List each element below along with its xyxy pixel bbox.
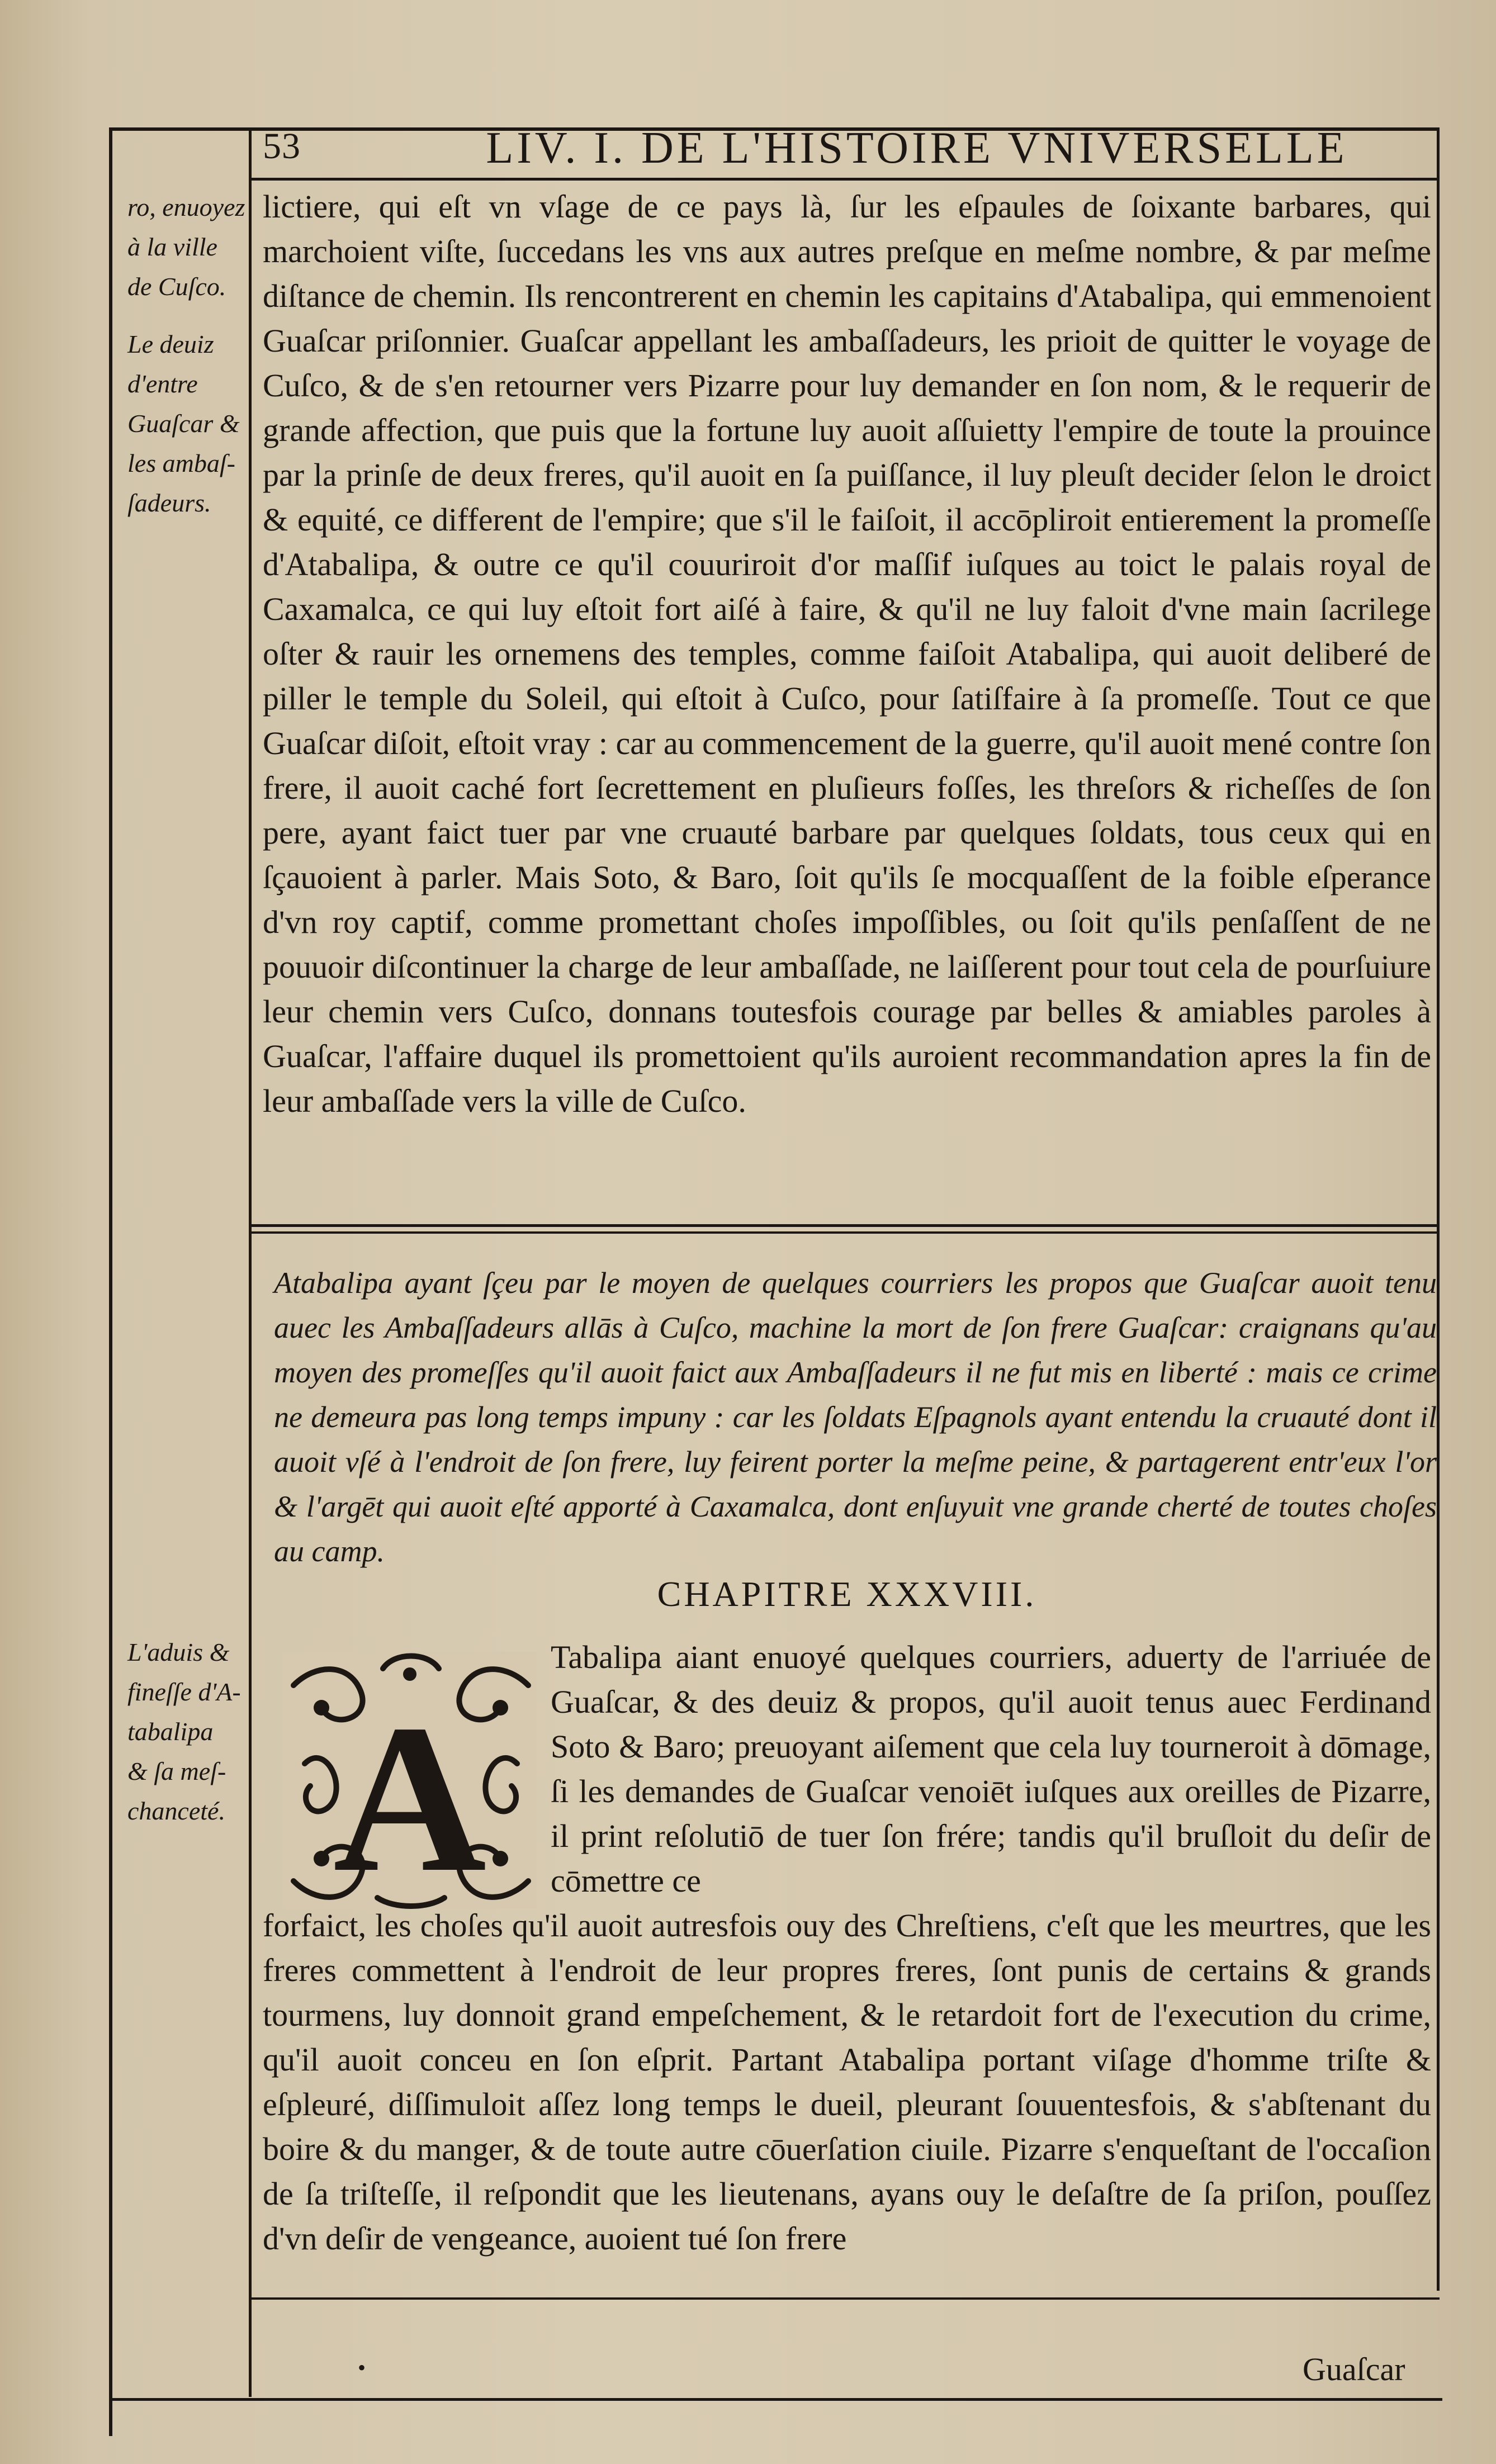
right-frame-rule	[1437, 127, 1440, 2291]
body-paragraph: lictiere, qui eſt vn vſage de ce pays là, ſur les eſpaules de ſoixante barbares, qui marchoient viſte, ſuccedans les vns aux autres preſque en meſme nombre, & par meſme diſtance de chemin. Ils rencontrerent en chemin les capitains d'Atabalipa, qui emmenoient Guaſcar priſonnier. Guaſcar appellant les ambaſſadeurs, les prioit de quitter le voyage de Cuſco, & de s'en retourner vers Pizarre pour luy demander en ſon nom, & le requerir de grande affection, que puis que la fortune luy auoit aſſuietty l'empire de toute la prouince par la prinſe de deux freres, qu'il auoit en ſa puiſſance, il luy pleuſt decider ſelon le droict & equité, ce different de l'empire; que s'il le faiſoit, il accōpliroit entierement la promeſſe d'Atabalipa, & outre ce qu'il couuriroit d'or maſſif iuſques au toict le palais royal de Caxamalca, ce qui luy eſtoit fort aiſé à faire, & qu'il ne luy faloit d'vne main ſacrilege oſter & rauir les ornemens des temples, comme faiſoit Atabalipa, qui auoit deliberé de piller le temple du Soleil, qui eſtoit à Cuſco, pour ſatiſfaire à ſa promeſſe. Tout ce que Guaſcar diſoit, eſtoit vray : car au commencement de la guerre, qu'il auoit mené contre ſon frere, il auoit caché fort ſecrettement en pluſieurs foſſes, les threſors & richeſſes de ſon pere, ayant faict tuer par vne cruauté barbare par quelques ſoldats, tous ceux qui en ſçauoient à parler. Mais Soto, & Baro, ſoit qu'ils ſe mocquaſſent de la foible eſperance d'vn roy captif, comme promettant choſes impoſſibles, ou ſoit qu'ils penſaſſent de ne pouuoir diſcontinuer la charge de leur ambaſſade, ne laiſſerent pour tout cela de pourſuiure leur chemin vers Cuſco, donnans toutesfois courage par belles & amiables paroles à Guaſcar, l'affaire duquel ils promettoient qu'ils auroient recommandation apres la fin de leur ambaſſade vers la ville de Cuſco.	[263, 188, 1431, 1119]
bottom-text-rule	[249, 2297, 1440, 2300]
page-header	[263, 119, 1426, 174]
catchword: Guaſcar	[1303, 2351, 1405, 2387]
section-rule-lower	[249, 1231, 1440, 1234]
chapter-summary: Atabalipa ayant ſçeu par le moyen de quelques courriers les propos que Guaſcar auoit tenu auec les Ambaſſadeurs allās à Cuſco, machine la mort de ſon frere Guaſcar: craignans qu'au moyen des promeſſes qu'il auoit faict aux Ambaſſadeurs il ne fut mis en liberté : mais ce crime ne demeura pas long temps impuny : car les ſoldats Eſpagnols ayant entendu la cruauté dont il auoit vſé à l'endroit de ſon frere, luy feirent porter la meſme peine, & partagerent entr'eux l'or & l'argēt qui auoit eſté apporté à Caxamalca, dont enſuyuit vne grande cherté de toutes choſes au camp.	[274, 1266, 1437, 1568]
ornamental-initial-icon	[282, 1652, 537, 1909]
chapter-title: CHAPITRE XXXVIII.	[657, 1574, 1037, 1614]
chapter-text-full: forfaict, les choſes qu'il auoit autresfois ouy des Chreſtiens, c'eſt que les meurtres, que les freres commettent à l'endroit de leur propres freres, ſont punis de certains & grands tourmens, luy donnoit grand empeſchement, & le retardoit fort de l'execution du crime, qu'il auoit conceu en ſon eſprit. Partant Atabalipa portant viſage d'homme triſte & eſpleuré, diſſimuloit aſſez long temps le dueil, pleurant ſouuentesfois, & s'abſtenant du boire & du manger, & de toute autre cōuerſation ciuile. Pizarre s'enqueſtant de l'occaſion de ſa triſteſſe, il reſpondit que les lieutenans, ayans ouy le deſaſtre de ſa priſon, pouſſez d'vn deſir de vengeance, auoient tué ſon frere	[263, 1907, 1431, 2257]
running-head: LIV. I. DE L'HISTOIRE VNIVERSELLE	[486, 124, 1348, 173]
outer-left-frame-rule	[109, 127, 112, 2436]
section-rule-upper	[249, 1224, 1440, 1227]
decorated-initial	[282, 1652, 537, 1909]
margin-note-2: Le deuiz d'entre Guaſcar & les ambaſ- ſadeurs.	[127, 330, 240, 517]
page-number: 53	[263, 126, 301, 167]
margin-note-1: ro, enuoyez à la ville de Cuſco.	[127, 193, 245, 301]
margin-note-3: L'aduis & fineſſe d'A- tabalipa & ſa meſ- chanceté.	[127, 1638, 241, 1825]
chapter-text-wrapped: Tabalipa aiant enuoyé quelques courriers, aduerty de l'arriuée de Guaſcar, & des deuiz & propos, qu'il auoit tenus auec Ferdinand Soto & Baro; preuoyant aiſement que cela luy tourneroit à dōmage, ſi les demandes de Guaſcar venoiēt iuſques aux oreilles de Pizarre, il print reſolutiō de tuer ſon frére; tandis qu'il bruſloit du deſir de cōmettre ce	[551, 1639, 1431, 1899]
bottom-frame-rule	[109, 2398, 1442, 2401]
signature-mark: •	[358, 2355, 366, 2380]
header-rule	[249, 178, 1440, 181]
initial-letter: A	[333, 1681, 487, 1909]
